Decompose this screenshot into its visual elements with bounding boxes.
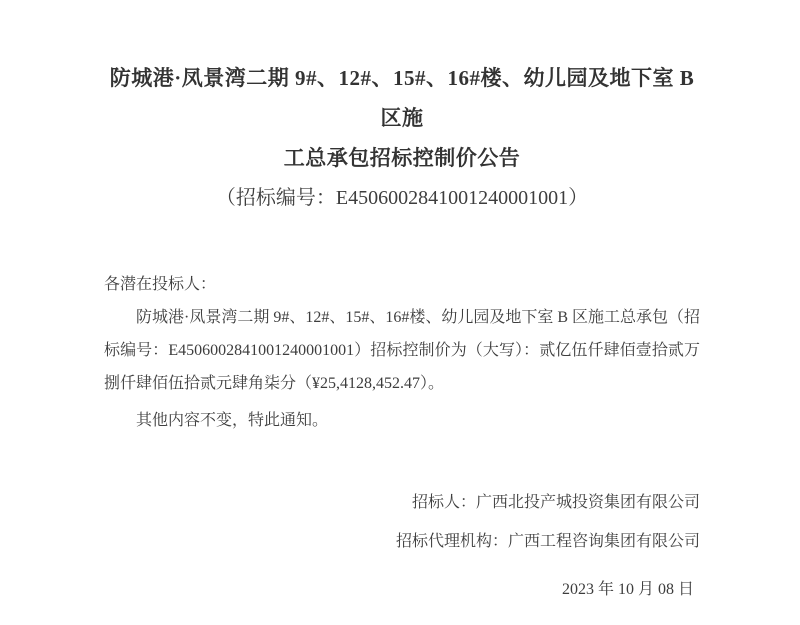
- date-line: 2023 年 10 月 08 日: [561, 581, 694, 598]
- document-title: [104, 58, 700, 178]
- tender-number-line: （招标编号：E4506002841001240001001）: [215, 187, 589, 209]
- title-line-2: 工总承包招标控制价公告: [283, 146, 521, 170]
- agency-signature: 招标代理机构：广西工程咨询集团有限公司: [395, 533, 700, 550]
- closing-note: 其他内容不变，特此通知。: [136, 412, 329, 429]
- title-line-1: 防城港·凤景湾二期 9#、12#、15#、16#楼、幼儿园及地下室 B 区施: [109, 66, 695, 130]
- document-body: [104, 268, 700, 437]
- price-paragraph: 防城港·凤景湾二期 9#、12#、15#、16#楼、幼儿园及地下室 B 区施工总承包（招标编号：E4506002841001240001001）招标控制价为（大写）：贰亿伍仟肆佰壹拾贰万捌仟肆佰伍拾贰元肆角柒分（¥25,4128,452.47）。: [104, 309, 701, 392]
- signature-block: [104, 486, 700, 606]
- tenderer-signature: 招标人：广西北投产城投资集团有限公司: [411, 494, 700, 511]
- salutation: 各潜在投标人：: [104, 276, 217, 293]
